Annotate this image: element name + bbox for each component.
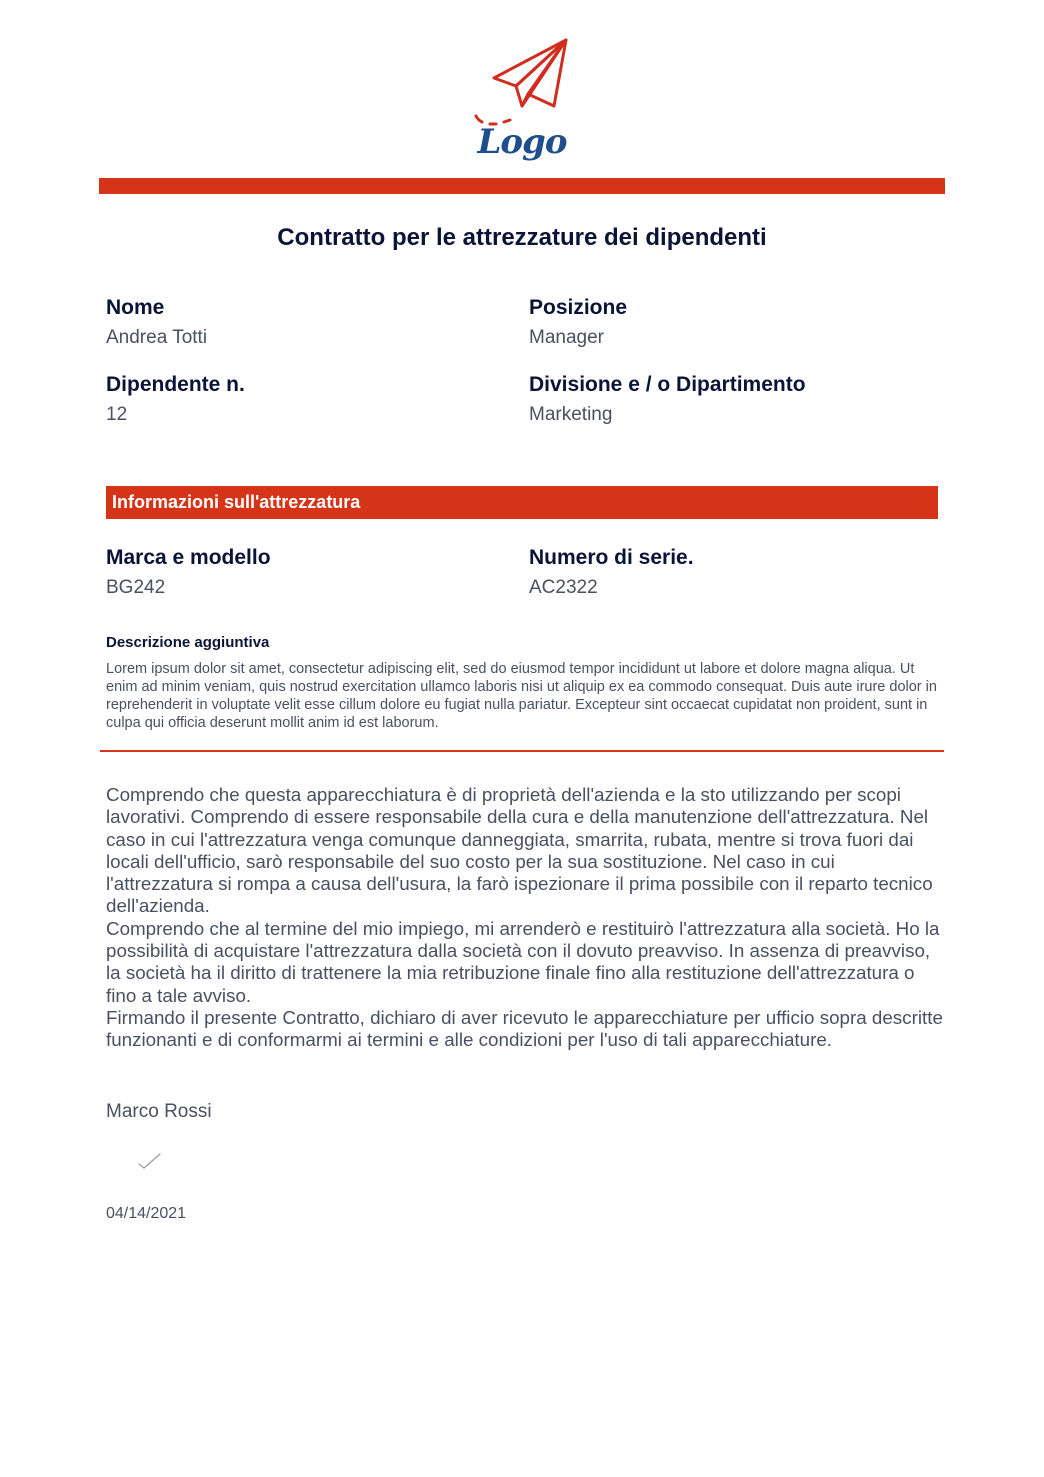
serial-number-value: AC2322 [529,577,598,598]
equipment-section-header: Informazioni sull'attrezzatura [106,486,938,519]
division-label: Divisione e / o Dipartimento [529,373,806,396]
serial-number-label: Numero di serie. [529,546,694,569]
signer-name: Marco Rossi [106,1101,212,1122]
document-title: Contratto per le attrezzature dei dipendenti [277,224,767,251]
signature-mark-icon [136,1152,166,1172]
name-label: Nome [106,296,165,319]
brand-model-value: BG242 [106,577,166,598]
position-label: Posizione [529,296,628,319]
employee-number-value: 12 [106,404,128,425]
division-value: Marketing [529,404,613,425]
additional-description-text: Lorem ipsum dolor sit amet, consectetur adipiscing elit, sed do eiusmod tempor incididunt ut labore et dolore magna aliqua. Ut enim ad minim veniam, quis nostrud exercitation ullamco laboris nisi ut aliquip ex ea commodo consequat. Duis aute irure dolor in reprehenderit in voluptate velit esse cillum dolore eu fugiat nulla pariatur. Excepteur sint occaecat cupidatat non proident, sunt in culpa qui officia deserunt mollit anim id est laborum. [106,661,937,731]
signature-date: 04/14/2021 [106,1205,187,1222]
agreement-paragraph: Comprendo che questa apparecchiatura è di proprietà dell'azienda e la sto utilizzando per scopi lavorativi. Comprendo di essere responsabile della cura e della manutenzione dell'attrezzatura. Nel caso in cui l'attrezzatura venga comunque danneggiata, smarrita, rubata, mentre si trova fuori dai locali dell'ufficio, sarò responsabile del suo costo per la sua sostituzione. Nel caso in cui l'attrezzatura si rompa a causa dell'usura, la farò ispezionare il prima possibile con il reparto tecnico dell'azienda. [106,784,933,917]
name-value: Andrea Totti [106,327,208,348]
employee-number-label: Dipendente n. [106,373,245,396]
section-divider [100,750,944,752]
brand-model-label: Marca e modello [106,546,271,569]
position-value: Manager [529,327,604,348]
header-accent-bar [99,178,945,194]
agreement-paragraph: Firmando il presente Contratto, dichiaro di aver ricevuto le apparecchiature per ufficio sopra descritte funzionanti e di conformarmi ai termini e alle condizioni per l'uso di tali apparecchiature. [106,1006,943,1051]
logo-text: Logo [477,122,567,162]
agreement-text [106,784,946,1052]
additional-description-label: Descrizione aggiuntiva [106,634,270,651]
agreement-paragraph: Comprendo che al termine del mio impiego, mi arrenderò e restituirò l'attrezzatura alla società. Ho la possibilità di acquistare l'attrezzatura dalla società con il dovuto preavviso. In assenza di preavviso, la società ha il diritto di trattenere la mia retribuzione finale fino alla restituzione dell'attrezzatura o fino a tale avviso. [106,917,940,1006]
